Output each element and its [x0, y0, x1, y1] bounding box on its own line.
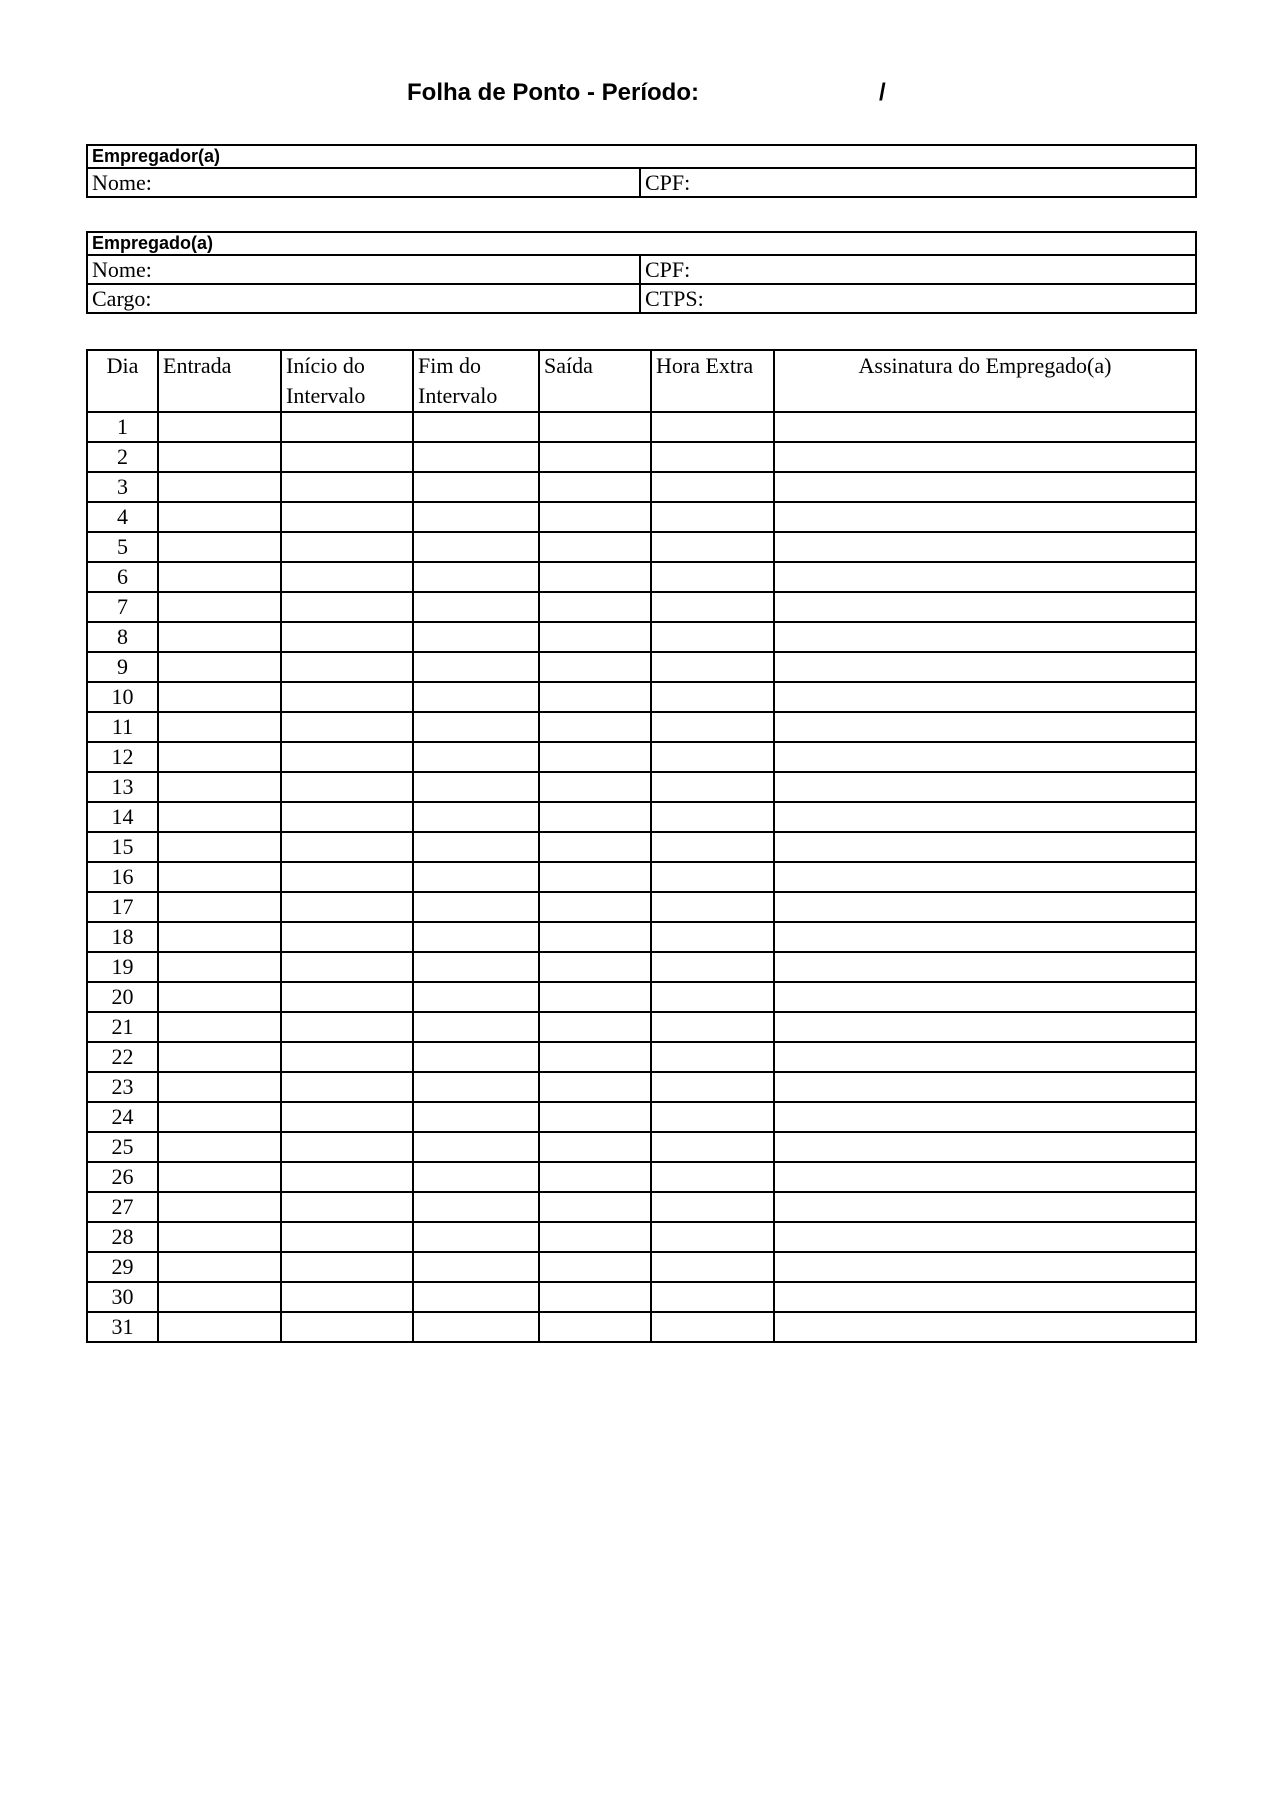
fim-intervalo-cell[interactable] [413, 562, 539, 592]
inicio-intervalo-cell[interactable] [281, 1162, 413, 1192]
inicio-intervalo-cell[interactable] [281, 1072, 413, 1102]
assinatura-cell[interactable] [774, 442, 1196, 472]
assinatura-cell[interactable] [774, 1072, 1196, 1102]
saida-cell[interactable] [539, 1162, 651, 1192]
hora-extra-cell[interactable] [651, 412, 774, 442]
entrada-cell[interactable] [158, 922, 281, 952]
table-row [87, 712, 1196, 742]
hora-extra-cell[interactable] [651, 712, 774, 742]
column-header-inicio-intervalo: Início do Intervalo [281, 350, 413, 412]
saida-cell[interactable] [539, 952, 651, 982]
fim-intervalo-cell[interactable] [413, 712, 539, 742]
entrada-cell[interactable] [158, 682, 281, 712]
table-row [87, 502, 1196, 532]
saida-cell[interactable] [539, 832, 651, 862]
hora-extra-cell[interactable] [651, 1282, 774, 1312]
hora-extra-cell[interactable] [651, 832, 774, 862]
employee-ctps-field[interactable]: CTPS: [640, 284, 1196, 313]
saida-cell[interactable] [539, 742, 651, 772]
hora-extra-cell[interactable] [651, 502, 774, 532]
saida-cell[interactable] [539, 442, 651, 472]
assinatura-cell[interactable] [774, 862, 1196, 892]
day-number: 1 [87, 412, 158, 442]
table-row [87, 562, 1196, 592]
saida-cell[interactable] [539, 1072, 651, 1102]
fim-intervalo-cell[interactable] [413, 1132, 539, 1162]
assinatura-cell[interactable] [774, 982, 1196, 1012]
table-row [87, 892, 1196, 922]
fim-intervalo-cell[interactable] [413, 982, 539, 1012]
hora-extra-cell[interactable] [651, 472, 774, 502]
day-number: 14 [87, 802, 158, 832]
assinatura-cell[interactable] [774, 922, 1196, 952]
saida-cell[interactable] [539, 622, 651, 652]
saida-cell[interactable] [539, 652, 651, 682]
hora-extra-cell[interactable] [651, 682, 774, 712]
fim-intervalo-cell[interactable] [413, 832, 539, 862]
employer-section-label: Empregador(a) [87, 145, 1196, 168]
hora-extra-cell[interactable] [651, 982, 774, 1012]
day-number: 2 [87, 442, 158, 472]
saida-cell[interactable] [539, 682, 651, 712]
fim-intervalo-cell[interactable] [413, 1252, 539, 1282]
employer-name-field[interactable]: Nome: [87, 168, 640, 197]
table-row [87, 1012, 1196, 1042]
day-number: 15 [87, 832, 158, 862]
employee-name-field[interactable]: Nome: [87, 255, 640, 284]
day-number: 30 [87, 1282, 158, 1312]
inicio-intervalo-cell[interactable] [281, 472, 413, 502]
saida-cell[interactable] [539, 982, 651, 1012]
employer-section [86, 144, 1197, 198]
inicio-intervalo-cell[interactable] [281, 1282, 413, 1312]
hora-extra-cell[interactable] [651, 1192, 774, 1222]
column-header-entrada: Entrada [158, 350, 281, 412]
table-row [87, 1072, 1196, 1102]
table-row [87, 1132, 1196, 1162]
table-row [87, 652, 1196, 682]
assinatura-cell[interactable] [774, 772, 1196, 802]
hora-extra-cell[interactable] [651, 1252, 774, 1282]
saida-cell[interactable] [539, 502, 651, 532]
hora-extra-cell[interactable] [651, 622, 774, 652]
fim-intervalo-cell[interactable] [413, 952, 539, 982]
table-row [87, 982, 1196, 1012]
entrada-cell[interactable] [158, 1282, 281, 1312]
day-number: 5 [87, 532, 158, 562]
assinatura-cell[interactable] [774, 1012, 1196, 1042]
entrada-cell[interactable] [158, 472, 281, 502]
inicio-intervalo-cell[interactable] [281, 502, 413, 532]
assinatura-cell[interactable] [774, 562, 1196, 592]
fim-intervalo-cell[interactable] [413, 622, 539, 652]
hora-extra-cell[interactable] [651, 952, 774, 982]
entrada-cell[interactable] [158, 1132, 281, 1162]
day-number: 21 [87, 1012, 158, 1042]
hora-extra-cell[interactable] [651, 1162, 774, 1192]
inicio-intervalo-cell[interactable] [281, 982, 413, 1012]
saida-cell[interactable] [539, 862, 651, 892]
assinatura-cell[interactable] [774, 712, 1196, 742]
assinatura-cell[interactable] [774, 892, 1196, 922]
day-number: 18 [87, 922, 158, 952]
hora-extra-cell[interactable] [651, 1132, 774, 1162]
day-number: 23 [87, 1072, 158, 1102]
column-header-assinatura: Assinatura do Empregado(a) [774, 350, 1196, 412]
day-number: 9 [87, 652, 158, 682]
hora-extra-cell[interactable] [651, 742, 774, 772]
inicio-intervalo-cell[interactable] [281, 412, 413, 442]
fim-intervalo-cell[interactable] [413, 442, 539, 472]
hora-extra-cell[interactable] [651, 1102, 774, 1132]
entrada-cell[interactable] [158, 1042, 281, 1072]
entrada-cell[interactable] [158, 1192, 281, 1222]
day-number: 6 [87, 562, 158, 592]
saida-cell[interactable] [539, 772, 651, 802]
entrada-cell[interactable] [158, 1162, 281, 1192]
fim-intervalo-cell[interactable] [413, 892, 539, 922]
fim-intervalo-cell[interactable] [413, 742, 539, 772]
inicio-intervalo-cell[interactable] [281, 1222, 413, 1252]
entrada-cell[interactable] [158, 742, 281, 772]
day-number: 26 [87, 1162, 158, 1192]
column-header-fim-intervalo: Fim do Intervalo [413, 350, 539, 412]
saida-cell[interactable] [539, 1282, 651, 1312]
hora-extra-cell[interactable] [651, 772, 774, 802]
inicio-intervalo-cell[interactable] [281, 1042, 413, 1072]
saida-cell[interactable] [539, 532, 651, 562]
employee-section [86, 231, 1197, 314]
assinatura-cell[interactable] [774, 532, 1196, 562]
table-row [87, 742, 1196, 772]
hora-extra-cell[interactable] [651, 802, 774, 832]
day-number: 31 [87, 1312, 158, 1342]
entrada-cell[interactable] [158, 862, 281, 892]
fim-intervalo-cell[interactable] [413, 862, 539, 892]
inicio-intervalo-cell[interactable] [281, 1312, 413, 1342]
fim-intervalo-cell[interactable] [413, 1042, 539, 1072]
saida-cell[interactable] [539, 472, 651, 502]
inicio-intervalo-cell[interactable] [281, 622, 413, 652]
fim-intervalo-cell[interactable] [413, 592, 539, 622]
assinatura-cell[interactable] [774, 1042, 1196, 1072]
inicio-intervalo-cell[interactable] [281, 802, 413, 832]
fim-intervalo-cell[interactable] [413, 1162, 539, 1192]
day-number: 24 [87, 1102, 158, 1132]
inicio-intervalo-cell[interactable] [281, 772, 413, 802]
assinatura-cell[interactable] [774, 832, 1196, 862]
day-number: 11 [87, 712, 158, 742]
table-row [87, 772, 1196, 802]
fim-intervalo-cell[interactable] [413, 1222, 539, 1252]
saida-cell[interactable] [539, 1042, 651, 1072]
inicio-intervalo-cell[interactable] [281, 742, 413, 772]
period-separator: / [879, 79, 886, 106]
entrada-cell[interactable] [158, 1012, 281, 1042]
hora-extra-cell[interactable] [651, 892, 774, 922]
day-number: 13 [87, 772, 158, 802]
day-number: 20 [87, 982, 158, 1012]
assinatura-cell[interactable] [774, 742, 1196, 772]
hora-extra-cell[interactable] [651, 1312, 774, 1342]
fim-intervalo-cell[interactable] [413, 1102, 539, 1132]
hora-extra-cell[interactable] [651, 652, 774, 682]
hora-extra-cell[interactable] [651, 1072, 774, 1102]
inicio-intervalo-cell[interactable] [281, 892, 413, 922]
saida-cell[interactable] [539, 412, 651, 442]
day-number: 22 [87, 1042, 158, 1072]
table-row [87, 952, 1196, 982]
inicio-intervalo-cell[interactable] [281, 952, 413, 982]
assinatura-cell[interactable] [774, 802, 1196, 832]
saida-cell[interactable] [539, 1252, 651, 1282]
timesheet-table [86, 349, 1197, 1343]
inicio-intervalo-cell[interactable] [281, 1102, 413, 1132]
day-number: 3 [87, 472, 158, 502]
day-number: 17 [87, 892, 158, 922]
hora-extra-cell[interactable] [651, 592, 774, 622]
employee-section-label: Empregado(a) [87, 232, 1196, 255]
entrada-cell[interactable] [158, 952, 281, 982]
inicio-intervalo-cell[interactable] [281, 652, 413, 682]
entrada-cell[interactable] [158, 712, 281, 742]
inicio-intervalo-cell[interactable] [281, 1012, 413, 1042]
table-row [87, 862, 1196, 892]
table-row [87, 832, 1196, 862]
entrada-cell[interactable] [158, 802, 281, 832]
assinatura-cell[interactable] [774, 622, 1196, 652]
entrada-cell[interactable] [158, 592, 281, 622]
saida-cell[interactable] [539, 1192, 651, 1222]
table-row [87, 682, 1196, 712]
assinatura-cell[interactable] [774, 1132, 1196, 1162]
fim-intervalo-cell[interactable] [413, 1192, 539, 1222]
assinatura-cell[interactable] [774, 1312, 1196, 1342]
inicio-intervalo-cell[interactable] [281, 862, 413, 892]
inicio-intervalo-cell[interactable] [281, 922, 413, 952]
day-number: 7 [87, 592, 158, 622]
day-number: 19 [87, 952, 158, 982]
saida-cell[interactable] [539, 1012, 651, 1042]
employee-cpf-field[interactable]: CPF: [640, 255, 1196, 284]
inicio-intervalo-cell[interactable] [281, 682, 413, 712]
day-number: 16 [87, 862, 158, 892]
entrada-cell[interactable] [158, 1252, 281, 1282]
hora-extra-cell[interactable] [651, 862, 774, 892]
entrada-cell[interactable] [158, 892, 281, 922]
day-number: 10 [87, 682, 158, 712]
table-row [87, 802, 1196, 832]
inicio-intervalo-cell[interactable] [281, 1132, 413, 1162]
entrada-cell[interactable] [158, 532, 281, 562]
entrada-cell[interactable] [158, 1312, 281, 1342]
entrada-cell[interactable] [158, 982, 281, 1012]
table-row [87, 592, 1196, 622]
assinatura-cell[interactable] [774, 952, 1196, 982]
assinatura-cell[interactable] [774, 412, 1196, 442]
fim-intervalo-cell[interactable] [413, 922, 539, 952]
table-row [87, 1192, 1196, 1222]
employer-cpf-field[interactable]: CPF: [640, 168, 1196, 197]
saida-cell[interactable] [539, 922, 651, 952]
table-row [87, 1042, 1196, 1072]
entrada-cell[interactable] [158, 562, 281, 592]
fim-intervalo-cell[interactable] [413, 1072, 539, 1102]
fim-intervalo-cell[interactable] [413, 1012, 539, 1042]
table-row [87, 1222, 1196, 1252]
saida-cell[interactable] [539, 1132, 651, 1162]
inicio-intervalo-cell[interactable] [281, 1252, 413, 1282]
entrada-cell[interactable] [158, 772, 281, 802]
saida-cell[interactable] [539, 1222, 651, 1252]
inicio-intervalo-cell[interactable] [281, 832, 413, 862]
hora-extra-cell[interactable] [651, 1042, 774, 1072]
day-number: 8 [87, 622, 158, 652]
fim-intervalo-cell[interactable] [413, 1282, 539, 1312]
hora-extra-cell[interactable] [651, 922, 774, 952]
table-row [87, 1162, 1196, 1192]
day-number: 27 [87, 1192, 158, 1222]
entrada-cell[interactable] [158, 652, 281, 682]
assinatura-cell[interactable] [774, 502, 1196, 532]
table-row [87, 1102, 1196, 1132]
hora-extra-cell[interactable] [651, 532, 774, 562]
table-row [87, 412, 1196, 442]
fim-intervalo-cell[interactable] [413, 772, 539, 802]
entrada-cell[interactable] [158, 442, 281, 472]
inicio-intervalo-cell[interactable] [281, 442, 413, 472]
hora-extra-cell[interactable] [651, 1012, 774, 1042]
fim-intervalo-cell[interactable] [413, 802, 539, 832]
hora-extra-cell[interactable] [651, 442, 774, 472]
table-row [87, 472, 1196, 502]
assinatura-cell[interactable] [774, 682, 1196, 712]
table-row [87, 922, 1196, 952]
saida-cell[interactable] [539, 1102, 651, 1132]
hora-extra-cell[interactable] [651, 1222, 774, 1252]
table-row [87, 442, 1196, 472]
fim-intervalo-cell[interactable] [413, 532, 539, 562]
assinatura-cell[interactable] [774, 1192, 1196, 1222]
column-header-hora-extra: Hora Extra [651, 350, 774, 412]
entrada-cell[interactable] [158, 832, 281, 862]
entrada-cell[interactable] [158, 1102, 281, 1132]
assinatura-cell[interactable] [774, 472, 1196, 502]
inicio-intervalo-cell[interactable] [281, 712, 413, 742]
fim-intervalo-cell[interactable] [413, 412, 539, 442]
day-number: 29 [87, 1252, 158, 1282]
saida-cell[interactable] [539, 892, 651, 922]
assinatura-cell[interactable] [774, 592, 1196, 622]
page-title-text: Folha de Ponto - Período: [407, 79, 699, 106]
inicio-intervalo-cell[interactable] [281, 1192, 413, 1222]
saida-cell[interactable] [539, 1312, 651, 1342]
inicio-intervalo-cell[interactable] [281, 562, 413, 592]
table-row [87, 1312, 1196, 1342]
fim-intervalo-cell[interactable] [413, 682, 539, 712]
fim-intervalo-cell[interactable] [413, 472, 539, 502]
saida-cell[interactable] [539, 802, 651, 832]
entrada-cell[interactable] [158, 1222, 281, 1252]
saida-cell[interactable] [539, 562, 651, 592]
fim-intervalo-cell[interactable] [413, 652, 539, 682]
assinatura-cell[interactable] [774, 1102, 1196, 1132]
page-title [0, 76, 1280, 112]
saida-cell[interactable] [539, 592, 651, 622]
assinatura-cell[interactable] [774, 1252, 1196, 1282]
entrada-cell[interactable] [158, 502, 281, 532]
table-row [87, 532, 1196, 562]
day-number: 12 [87, 742, 158, 772]
column-header-dia: Dia [87, 350, 158, 412]
fim-intervalo-cell[interactable] [413, 502, 539, 532]
timesheet-header-row [87, 350, 1196, 412]
entrada-cell[interactable] [158, 412, 281, 442]
employee-role-field[interactable]: Cargo: [87, 284, 640, 313]
saida-cell[interactable] [539, 712, 651, 742]
table-row [87, 1252, 1196, 1282]
assinatura-cell[interactable] [774, 1282, 1196, 1312]
inicio-intervalo-cell[interactable] [281, 592, 413, 622]
column-header-saida: Saída [539, 350, 651, 412]
day-number: 25 [87, 1132, 158, 1162]
day-number: 4 [87, 502, 158, 532]
hora-extra-cell[interactable] [651, 562, 774, 592]
assinatura-cell[interactable] [774, 652, 1196, 682]
table-row [87, 622, 1196, 652]
fim-intervalo-cell[interactable] [413, 1312, 539, 1342]
entrada-cell[interactable] [158, 622, 281, 652]
day-number: 28 [87, 1222, 158, 1252]
assinatura-cell[interactable] [774, 1222, 1196, 1252]
entrada-cell[interactable] [158, 1072, 281, 1102]
assinatura-cell[interactable] [774, 1162, 1196, 1192]
inicio-intervalo-cell[interactable] [281, 532, 413, 562]
table-row [87, 1282, 1196, 1312]
